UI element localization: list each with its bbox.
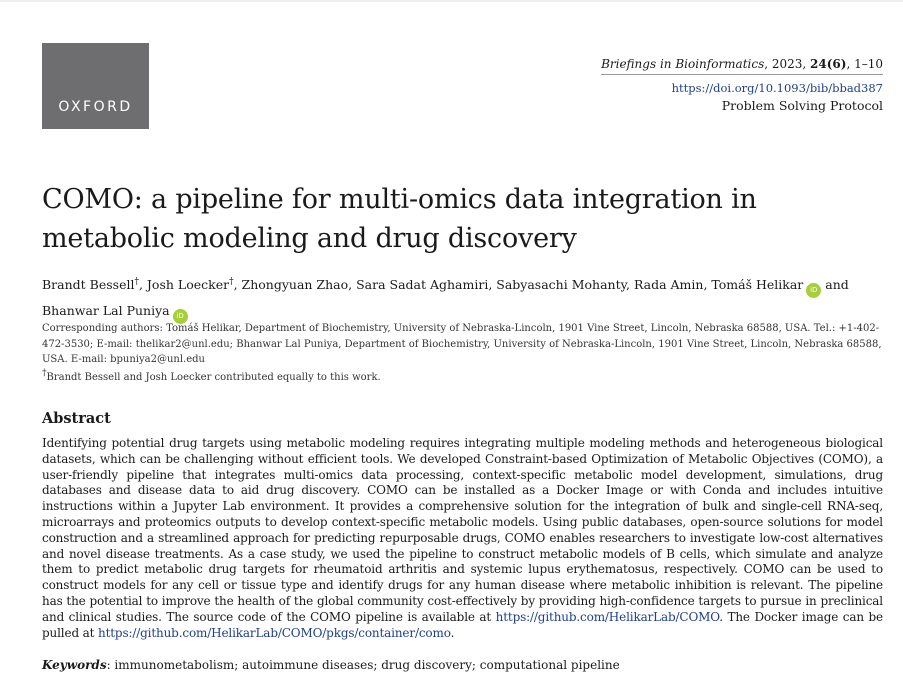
author-loecker[interactable]: , Josh Loecker xyxy=(138,277,230,292)
abstract-mid: . The Docker image can be pulled at xyxy=(42,609,883,640)
pages: , 1–10 xyxy=(846,57,883,71)
author-bessell[interactable]: Brandt Bessell xyxy=(42,277,135,292)
corresponding-authors: Corresponding authors: Tomáš Helikar, Department of Biochemistry, University of Nebraska-Lincoln, 1901 Vine Street, Lincoln, Nebraska 68588, USA. Tel.: +1-402-472-3530; E-mail: thelikar2@unl.edu; Bhanwar Lal Puniya, Department of Biochemistry, University of Nebraska-Lincoln, 1901 Vine Street, Lincoln, Nebraska 68588, USA. E-mail: bpuniya2@unl.edu xyxy=(42,323,882,365)
and-text: and xyxy=(821,277,849,292)
author-puniya[interactable]: Bhanwar Lal Puniya xyxy=(42,303,170,318)
top-divider xyxy=(0,0,903,2)
abstract-text: Identifying potential drug targets using metabolic modeling requires integrating multiple modeling methods and heterogeneous biological datasets, which can be challenging without efficient tools. We developed Constraint-based Optimization of Metabolic Objectives (COMO), a user-friendly pipeline that integrates multi-omics data processing, context-specific metabolic model development, simulations, drug databases and disease data to aid drug discovery. COMO can be installed as a Docker Image or with Conda and includes intuitive instructions within a Jupyter Lab environment. It provides a comprehensive solution for the integration of bulk and single-cell RNA-seq, microarrays and proteomics outputs to develop context-specific metabolic models. Using public databases, open-source solutions for model construction and a streamlined approach for predicting repurposable drugs, COMO enables researchers to investigate low-cost alternatives and novel disease treatments. As a case study, we used the pipeline to construct metabolic models of B cells, which simulate and analyze them to predict metabolic drug targets for rheumatoid arthritis and systemic lupus erythematosus, respectively. COMO can be used to construct models for any cell or tissue type and identify drugs for any human disease where metabolic inhibition is relevant. The pipeline has the potential to improve the health of the global community cost-effectively by providing high-confidence targets to pursue in preclinical and clinical studies. The source code of the COMO pipeline is available at xyxy=(42,436,883,624)
abstract-heading: Abstract xyxy=(42,410,111,427)
abstract-body xyxy=(42,436,883,641)
article-type: Problem Solving Protocol xyxy=(721,98,883,113)
keywords-label: Keywords xyxy=(42,658,107,672)
journal-name: Briefings in Bioinformatics xyxy=(601,57,765,71)
dagger-mark: † xyxy=(229,276,234,287)
orcid-icon[interactable]: iD xyxy=(173,309,188,324)
journal-info xyxy=(601,56,883,114)
author-list xyxy=(42,272,882,324)
keywords-text: : immunometabolism; autoimmune diseases; drug discovery; computational pipeline xyxy=(106,658,620,672)
citation-line xyxy=(601,56,883,75)
orcid-icon[interactable]: iD xyxy=(806,283,821,298)
docker-link[interactable]: https://github.com/HelikarLab/COMO/pkgs/container/como xyxy=(97,625,451,640)
keywords xyxy=(42,658,884,672)
dagger-mark: † xyxy=(42,368,47,379)
abstract-end: . xyxy=(450,625,455,640)
oxford-logo[interactable] xyxy=(42,43,149,129)
doi-link[interactable]: https://doi.org/10.1093/bib/bbad387 xyxy=(671,81,883,95)
paper-title: COMO: a pipeline for multi-omics data integration in metabolic modeling and drug discovery xyxy=(42,184,757,254)
volume: 24(6) xyxy=(810,57,847,71)
authors-middle[interactable]: , Zhongyuan Zhao, Sara Sadat Aghamiri, Sabyasachi Mohanty, Rada Amin, Tomáš Helikar xyxy=(233,277,804,292)
contribution-note xyxy=(42,368,884,383)
year: , 2023, xyxy=(764,57,811,71)
contribution-text: Brandt Bessell and Josh Loecker contributed equally to this work. xyxy=(46,372,381,383)
github-link[interactable]: https://github.com/HelikarLab/COMO xyxy=(495,609,720,624)
logo-text: OXFORD xyxy=(58,99,133,115)
dagger-mark: † xyxy=(134,276,139,287)
